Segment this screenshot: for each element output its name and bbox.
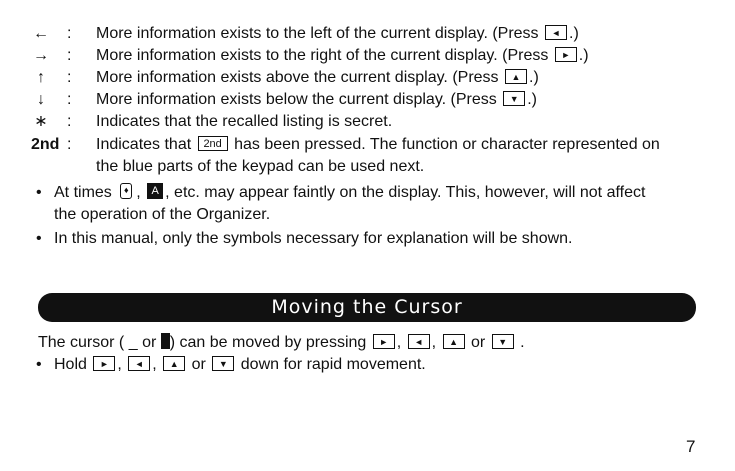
legend-desc: More information exists to the left of the current display. (Press: [96, 25, 539, 42]
down-key-icon: ▼: [212, 356, 234, 371]
comma: ,: [431, 334, 437, 351]
bullet-1-prefix: At times: [54, 184, 112, 201]
cursor-line-1-text: [38, 332, 525, 354]
up-arrow-icon: ↑: [37, 69, 45, 86]
up-key-icon: ▲: [505, 69, 527, 84]
cursor-or: or: [471, 334, 486, 351]
legend-after: .): [527, 91, 537, 108]
cursor-text-d: ) can be moved by pressing: [169, 334, 367, 351]
up-key-icon: ▲: [163, 356, 185, 371]
second-text: [96, 134, 660, 156]
bullet-1-rest: , etc. may appear faintly on the display. This, however, will not affect: [165, 184, 646, 201]
legend-after: .): [569, 25, 579, 42]
second-key-icon: 2nd: [198, 136, 228, 151]
colon: :: [67, 91, 72, 108]
down-key-icon: ▼: [492, 334, 514, 349]
colon: :: [67, 136, 72, 153]
bullet-1-text: [54, 182, 645, 204]
section-banner: Moving the Cursor: [38, 293, 696, 322]
bullet-dot: •: [36, 356, 42, 373]
left-key-icon: ◄: [545, 25, 567, 40]
legend-desc: More information exists below the current display. (Press: [96, 91, 497, 108]
down-key-icon: ▼: [503, 91, 525, 106]
right-key-icon: ►: [93, 356, 115, 371]
left-key-icon: ◄: [128, 356, 150, 371]
right-key-icon: ►: [555, 47, 577, 62]
legend-desc: More information exists above the current display. (Press: [96, 69, 499, 86]
separator: ,: [136, 184, 141, 201]
cursor-or: or: [191, 356, 206, 373]
comma: ,: [396, 334, 402, 351]
colon: :: [67, 25, 72, 42]
comma: ,: [152, 356, 157, 373]
rapid-text: down for rapid movement.: [240, 356, 426, 373]
colon: :: [67, 47, 72, 64]
bullet-dot: •: [36, 230, 42, 247]
colon: :: [67, 113, 72, 130]
colon: :: [67, 69, 72, 86]
legend-text: [96, 89, 537, 111]
bullet-dot: •: [36, 184, 42, 201]
left-key-icon: ◄: [408, 334, 430, 349]
comma: ,: [117, 356, 122, 373]
cursor-text-or: or: [142, 334, 157, 351]
legend-after: .): [529, 69, 539, 86]
page-number: 7: [686, 437, 696, 456]
legend-desc: More information exists to the right of the current display. (Press: [96, 47, 549, 64]
bullet-2-text: In this manual, only the symbols necessary for explanation will be shown.: [54, 230, 573, 247]
second-line2: the blue parts of the keypad can be used next.: [96, 158, 425, 175]
second-after: has been pressed. The function or character represented on: [234, 136, 660, 153]
underscore-cursor-icon: _: [128, 334, 138, 351]
cursor-text-a: The cursor (: [38, 334, 125, 351]
period: .: [520, 334, 525, 351]
bullet-1-line2-text: the operation of the Organizer.: [54, 206, 271, 223]
up-key-icon: ▲: [443, 334, 465, 349]
legend-text: [96, 23, 579, 45]
asterisk-icon: ∗: [34, 113, 48, 130]
left-arrow-icon: ←: [33, 25, 49, 42]
down-arrow-icon: ↓: [37, 91, 45, 108]
right-arrow-icon: →: [33, 47, 49, 64]
legend-text: [96, 67, 539, 89]
a-box-icon: A: [147, 183, 163, 199]
cursor-line-2-text: [54, 354, 426, 376]
hold-text: Hold: [54, 356, 87, 373]
right-key-icon: ►: [373, 334, 395, 349]
legend-after: .): [578, 47, 589, 64]
legend-desc: Indicates that the recalled listing is secret.: [96, 113, 393, 130]
block-cursor-icon: [161, 333, 170, 349]
second-label: 2nd: [31, 136, 60, 153]
lock-icon: ♦: [120, 183, 132, 199]
legend-text: [96, 45, 589, 67]
second-before: Indicates that: [96, 136, 192, 153]
